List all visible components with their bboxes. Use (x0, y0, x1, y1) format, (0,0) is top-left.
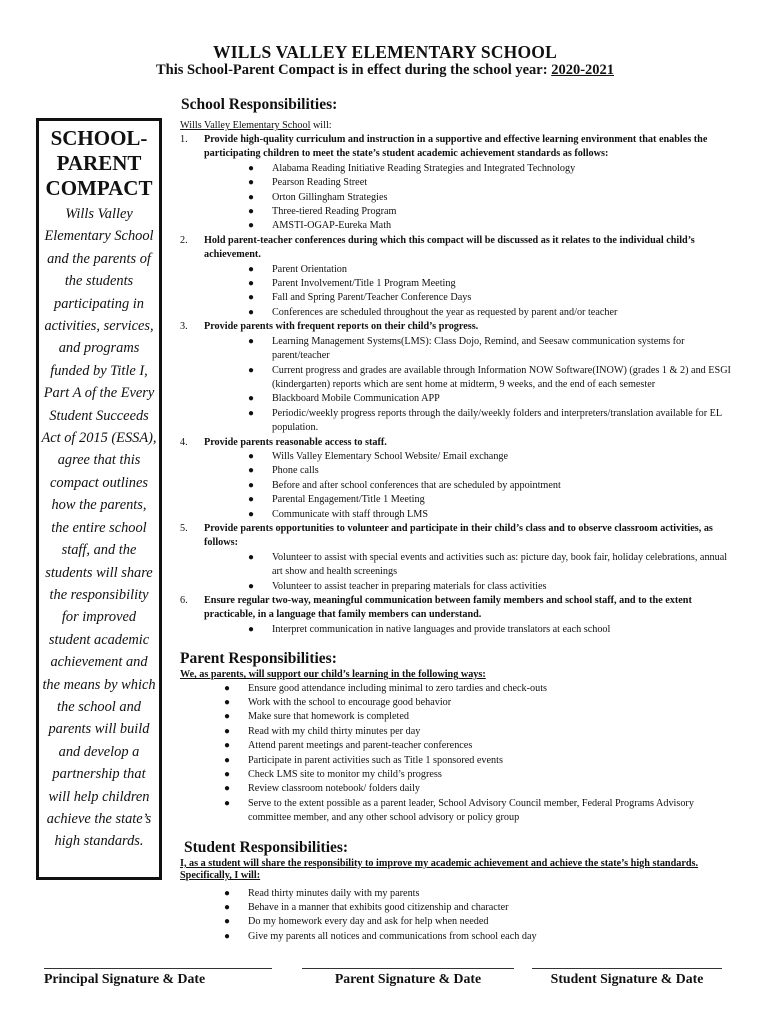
list-item (224, 782, 732, 796)
item-number: 6. (180, 595, 188, 606)
compact-sidebar (36, 118, 162, 880)
bullet-text: Work with the school to encourage good behavior (248, 697, 452, 709)
principal-signature-label: Principal Signature & Date (44, 971, 206, 986)
list-item (248, 306, 732, 320)
bullet-text: Participate in parent activities such as Title 1 sponsored events (248, 754, 503, 766)
list-item (224, 901, 732, 915)
bullet-icon: ● (224, 887, 231, 899)
bullet-text: Read with my child thirty minutes per day (248, 725, 421, 737)
school-items (180, 133, 732, 637)
parent-intro: We, as parents, will support our child’s learning in the following ways: (180, 669, 486, 681)
item-bullets (204, 263, 732, 321)
bullet-text: Serve to the extent possible as a parent leader, School Advisory Council member, Federal Programs Advisory committee member, and any other school advisory or policy group (248, 797, 694, 824)
school-name: Wills Valley Elementary School (180, 120, 311, 131)
sidebar-body: Wills Valley Elementary School and the parents of the students participating in activities, services, and programs funded by Title I, Part A of the Every Student Succeeds Act of 2015 (ESSA), agree that this compact outlines how the parents, the entire school staff, and the students will share the responsibility for improved student academic achievement and the means by which the school and parents will build and develop a partnership that will help children achieve the state’s high standards. (41, 206, 157, 850)
school-section (180, 96, 732, 637)
bullet-icon: ● (224, 725, 231, 737)
bullet-text: Ensure good attendance including minimal to zero tardies and check-outs (248, 682, 548, 694)
bullet-text: Do my homework every day and ask for help when needed (248, 916, 489, 928)
bullet-icon: ● (248, 278, 255, 290)
list-item (224, 930, 732, 944)
bullet-text: Three-tiered Reading Program (272, 206, 397, 218)
list-item (224, 768, 732, 782)
parent-signature[interactable] (302, 958, 514, 987)
item-number: 3. (180, 321, 188, 333)
school-item (180, 594, 732, 637)
bullet-text: Fall and Spring Parent/Teacher Conference Days (272, 292, 472, 304)
item-text: Ensure regular two-way, meaningful communication between family members and school staff, and to the extent practicable, in a language that family members can understand. (204, 595, 692, 621)
bullet-icon: ● (248, 162, 255, 174)
list-item (248, 551, 732, 580)
bullet-text: Wills Valley Elementary School Website/ Email exchange (272, 450, 509, 462)
bullet-text: Pearson Reading Street (272, 177, 368, 189)
list-item (224, 696, 732, 710)
bullet-text: Check LMS site to monitor my child’s progress (248, 769, 442, 781)
bullet-text: Communicate with staff through LMS (272, 508, 429, 520)
student-section (180, 839, 732, 944)
bullet-text: Blackboard Mobile Communication APP (272, 393, 440, 405)
list-item (224, 754, 732, 768)
bullet-icon: ● (224, 754, 231, 766)
school-item (180, 234, 732, 320)
item-bullets (204, 162, 732, 234)
school-item (180, 133, 732, 234)
bullet-icon: ● (224, 711, 231, 723)
bullet-icon: ● (224, 930, 231, 942)
bullet-text: Conferences are scheduled throughout the year as requested by parent and/or teacher (272, 306, 618, 318)
bullet-icon: ● (248, 551, 255, 563)
bullet-icon: ● (224, 682, 231, 694)
bullet-icon: ● (248, 494, 255, 506)
item-text: Provide parents reasonable access to staff. (204, 436, 387, 448)
list-item (248, 364, 732, 393)
list-item (224, 915, 732, 929)
list-item (248, 219, 732, 233)
bullet-icon: ● (224, 901, 231, 913)
list-item (248, 450, 732, 464)
list-item (224, 887, 732, 901)
student-intro: I, as a student will share the responsibility to improve my academic achievement and achieve the state’s high standards. Specifically, I will: (180, 857, 699, 882)
school-item (180, 320, 732, 435)
student-signature[interactable] (532, 958, 722, 987)
item-text: Provide parents opportunities to volunteer and participate in their child’s class and to observe classroom activities, as follows: (204, 522, 713, 549)
bullet-icon: ● (224, 797, 231, 809)
student-signature-label: Student Signature & Date (550, 971, 704, 986)
list-item (224, 797, 732, 826)
bullet-text: Before and after school conferences that are scheduled by appointment (272, 479, 561, 491)
subtitle-text: This School-Parent Compact is in effect during the school year: (155, 62, 552, 78)
bullet-text: Parent Orientation (272, 263, 347, 275)
bullet-text: Current progress and grades are available through Information NOW Software(INOW) (grades 1 & 2) and ESGI (kindergarten) reports which are sent home at midterm, 9 weeks, and the end of each semester (272, 364, 731, 390)
responsibilities-content (180, 96, 732, 944)
bullet-icon: ● (248, 335, 255, 347)
bullet-icon: ● (248, 364, 255, 376)
bullet-text: Volunteer to assist with special events and activities such as: picture day, book fair, holiday celebrations, annual art show and health screenings (272, 551, 728, 578)
bullet-text: Behave in a manner that exhibits good citizenship and character (248, 901, 509, 913)
student-bullets (180, 887, 732, 945)
bullet-icon: ● (248, 479, 255, 491)
item-number: 1. (180, 134, 188, 145)
list-item (248, 464, 732, 478)
school-intro-rest: will: (310, 120, 332, 131)
list-item (248, 162, 732, 176)
bullet-icon: ● (248, 177, 255, 189)
bullet-icon: ● (224, 740, 231, 752)
bullet-text: Parental Engagement/Title 1 Meeting (272, 494, 425, 506)
list-item (248, 508, 732, 522)
list-item (248, 623, 732, 637)
item-bullets (204, 450, 732, 522)
bullet-icon: ● (248, 623, 255, 635)
bullet-text: Read thirty minutes daily with my parents (248, 887, 420, 899)
bullet-text: Interpret communication in native languages and provide translators at each school (272, 623, 611, 635)
item-text: Hold parent-teacher conferences during which this compact will be discussed as it relates to the individual child’s achievement. (204, 234, 695, 261)
item-bullets (204, 623, 732, 637)
bullet-text: Learning Management Systems(LMS): Class Dojo, Remind, and Seesaw communication systems for parent/teacher (272, 335, 685, 362)
list-item (224, 682, 732, 696)
list-item (248, 191, 732, 205)
bullet-text: Give my parents all notices and communications from school each day (248, 930, 537, 942)
bullet-text: Parent Involvement/Title 1 Program Meeting (272, 278, 456, 290)
item-text: Provide parents with frequent reports on their child’s progress. (204, 321, 479, 333)
parent-section (180, 650, 732, 825)
list-item (248, 580, 732, 594)
sidebar-heading: SCHOOL-PARENT COMPACT (45, 126, 153, 200)
school-heading: School Responsibilities: (181, 96, 338, 113)
parent-bullets (180, 682, 732, 826)
school-intro (180, 119, 732, 133)
list-item (248, 205, 732, 219)
bullet-text: Periodic/weekly progress reports through the daily/weekly folders and interpreters/translation available for EL population. (272, 407, 722, 434)
student-heading: Student Responsibilities: (184, 838, 349, 856)
page-title: WILLS VALLEY ELEMENTARY SCHOOL (213, 42, 557, 62)
list-item (224, 739, 732, 753)
bullet-icon: ● (248, 407, 255, 419)
bullet-icon: ● (248, 580, 255, 592)
signature-line (302, 958, 514, 969)
list-item (248, 335, 732, 364)
bullet-text: Orton Gillingham Strategies (272, 191, 388, 203)
bullet-text: AMSTI-OGAP-Eureka Math (272, 220, 392, 232)
bullet-text: Volunteer to assist teacher in preparing materials for class activities (272, 580, 547, 592)
list-item (248, 392, 732, 406)
bullet-icon: ● (248, 220, 255, 232)
school-item (180, 436, 732, 522)
signature-row (0, 958, 770, 998)
bullet-text: Attend parent meetings and parent-teacher conferences (248, 740, 473, 752)
list-item (248, 277, 732, 291)
item-text: Provide high-quality curriculum and instruction in a supportive and effective learning environment that enables the participating children to meet the state’s student academic achievement standards as follows: (204, 134, 708, 160)
list-item (248, 407, 732, 436)
bullet-icon: ● (248, 292, 255, 304)
bullet-icon: ● (224, 769, 231, 781)
item-bullets (204, 551, 732, 594)
parent-signature-label: Parent Signature & Date (334, 971, 482, 986)
signature-line (532, 958, 722, 969)
list-item (248, 479, 732, 493)
list-item (224, 725, 732, 739)
bullet-icon: ● (248, 191, 255, 203)
bullet-icon: ● (248, 508, 255, 520)
list-item (248, 291, 732, 305)
bullet-text: Review classroom notebook/ folders daily (248, 783, 421, 795)
bullet-text: Phone calls (272, 465, 319, 477)
bullet-icon: ● (248, 393, 255, 405)
school-year: 2020-2021 (551, 62, 615, 78)
bullet-icon: ● (224, 783, 231, 795)
bullet-icon: ● (248, 306, 255, 318)
item-number: 2. (180, 234, 188, 246)
bullet-icon: ● (224, 916, 231, 928)
bullet-icon: ● (248, 450, 255, 462)
bullet-icon: ● (248, 263, 255, 275)
item-number: 4. (180, 436, 188, 448)
list-item (248, 176, 732, 190)
signature-line (44, 958, 272, 969)
list-item (248, 493, 732, 507)
page-subtitle (0, 62, 770, 79)
bullet-text: Make sure that homework is completed (248, 711, 409, 723)
list-item (248, 263, 732, 277)
bullet-icon: ● (248, 465, 255, 477)
principal-signature[interactable] (44, 958, 272, 987)
item-number: 5. (180, 522, 188, 534)
bullet-icon: ● (248, 206, 255, 218)
bullet-icon: ● (224, 697, 231, 709)
school-item (180, 522, 732, 594)
bullet-text: Alabama Reading Initiative Reading Strategies and Integrated Technology (272, 162, 576, 174)
item-bullets (204, 335, 732, 436)
parent-heading: Parent Responsibilities: (180, 650, 337, 668)
list-item (224, 710, 732, 724)
